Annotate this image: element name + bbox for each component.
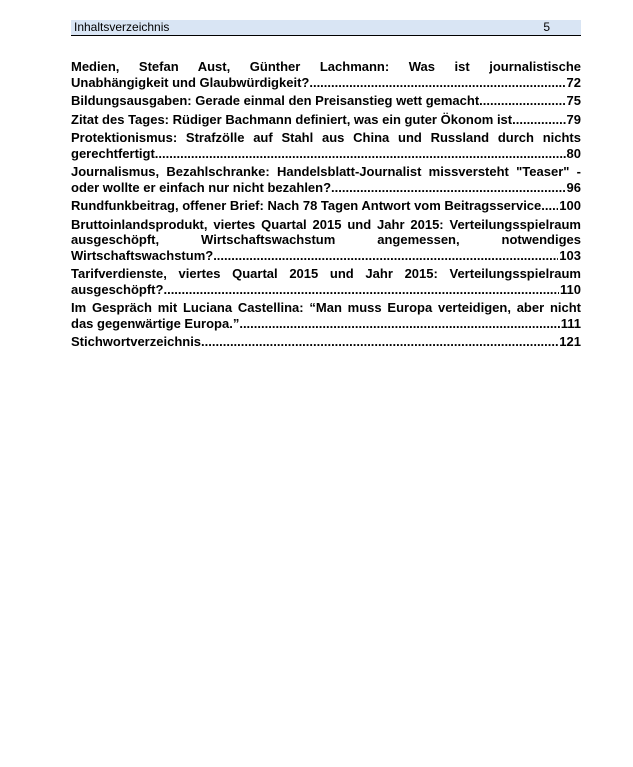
toc-entry[interactable] [71,130,581,161]
toc-entry[interactable] [71,164,581,195]
toc-entry-last-line [71,93,581,109]
dot-leader [545,198,558,214]
toc-entry-title: gerechtfertigt [71,145,155,161]
table-of-contents [71,59,581,353]
toc-entry-last-line [71,248,581,264]
toc-entry-last-line [71,180,581,196]
toc-entry-page-number: 110 [560,281,581,297]
toc-entry-last-line [71,112,581,128]
dot-leader [479,93,565,109]
toc-entry[interactable] [71,266,581,297]
dot-leader [512,112,565,128]
toc-entry-title: ausgeschöpft? [71,281,164,297]
dot-leader [239,316,559,332]
toc-entry-line: Bruttoinlandsprodukt, viertes Quartal 2015 und Jahr 2015: Verteilungsspielraum [71,216,581,232]
toc-entry-last-line [71,334,581,350]
toc-entry-last-line [71,198,581,214]
toc-entry[interactable] [71,59,581,90]
toc-entry[interactable] [71,300,581,331]
toc-entry-title: oder wollte er einfach nur nicht bezahlen? [71,179,332,195]
header-page-number: 5 [543,20,550,34]
toc-entry[interactable] [71,93,581,109]
toc-entry-line: Journalismus, Bezahlschranke: Handelsblatt-Journalist missversteht "Teaser" - [71,164,581,179]
page-header [71,20,581,36]
toc-entry-page-number: 72 [566,74,581,90]
toc-entry-last-line [71,146,581,162]
toc-entry-line: Medien, Stefan Aust, Günther Lachmann: Was ist journalistische [71,59,581,74]
toc-entry-line: Tarifverdienste, viertes Quartal 2015 und Jahr 2015: Verteilungsspielraum [71,266,581,281]
toc-entry-last-line [71,282,581,298]
toc-entry-title: Stichwortverzeichnis [71,334,202,349]
toc-entry-last-line [71,75,581,91]
dot-leader [213,248,558,264]
toc-entry-line: Im Gespräch mit Luciana Castellina: “Man muss Europa verteidigen, aber nicht [71,300,581,315]
toc-entry-page-number: 96 [566,179,581,195]
toc-entry-page-number: 103 [559,247,581,263]
toc-entry[interactable] [71,112,581,128]
dot-leader [155,146,566,162]
header-title: Inhaltsverzeichnis [74,20,170,34]
dot-leader [309,75,565,91]
toc-entry-title: das gegenwärtige Europa.” [71,315,240,331]
toc-entry-title: Zitat des Tages: Rüdiger Bachmann definiert, was ein guter Ökonom ist [71,111,513,127]
toc-entry-title: Wirtschaftswachstum? [71,247,214,263]
toc-entry[interactable] [71,198,581,214]
toc-entry-page-number: 100 [559,198,581,213]
toc-entry-title: Unabhängigkeit und Glaubwürdigkeit? [71,74,310,90]
dot-leader [163,282,559,298]
toc-entry[interactable] [71,217,581,264]
toc-entry-page-number: 80 [566,145,581,161]
toc-entry-title: Rundfunkbeitrag, offener Brief: Nach 78 Tagen Antwort vom Beitragsservice. [71,198,545,213]
toc-entry-page-number: 121 [559,334,581,349]
toc-entry-title: Bildungsausgaben: Gerade einmal den Preisanstieg wett gemacht [71,93,480,108]
dot-leader [201,334,558,350]
toc-entry-page-number: 75 [566,93,581,108]
dot-leader [331,180,565,196]
toc-entry-page-number: 79 [566,111,581,127]
toc-entry-line: Protektionismus: Strafzölle auf Stahl aus China und Russland durch nichts [71,130,581,145]
toc-entry-page-number: 111 [560,315,581,331]
toc-entry-last-line [71,316,581,332]
toc-entry-line: ausgeschöpft, Wirtschaftswachstum angemessen, notwendiges [71,232,581,247]
toc-entry[interactable] [71,334,581,350]
